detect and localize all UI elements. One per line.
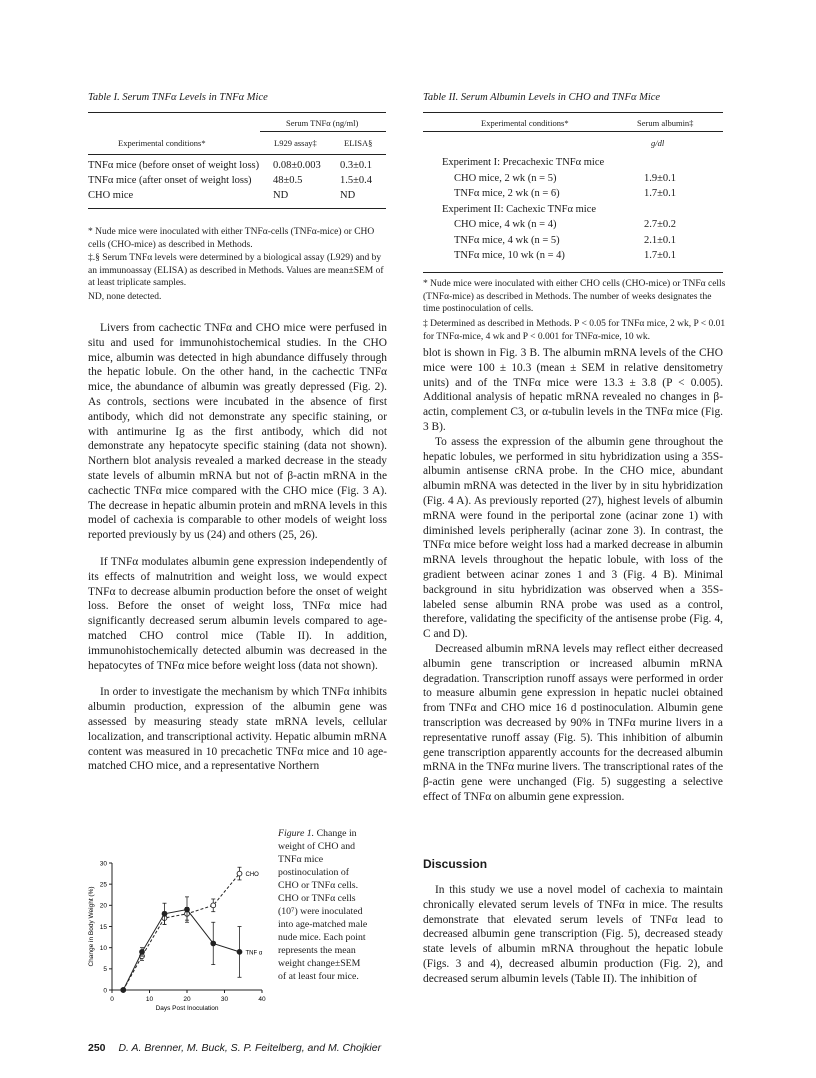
table2-cell-albumin: 1.7±0.1 [644,250,677,261]
x-tick-label: 20 [183,996,191,1003]
table2-cell-albumin: 2.7±0.2 [644,219,677,230]
x-tick-label: 40 [258,996,266,1003]
table1-col-group: Serum TNFα (ng/ml) [286,118,359,128]
body-paragraph: If TNFα modulates albumin gene expression independently of its effects of malnutrition and weight loss, we would expect TNFα to decrease albumin production before the onset of weight loss. Before the onset of weight loss, TNFα mice had significantly decreased serum albumin levels compared to age-matched CHO control mice (Table II). In addition, immunohistochemically detected albumin was decreased in the hepatocytes of TNFα mice before weight loss (data not shown). [88,555,387,672]
x-tick-label: 0 [110,996,114,1003]
figure1-caption [278,827,370,983]
table1-col-l929: L929 assay‡ [274,138,317,148]
table1-cell-l929: 0.08±0.003 [273,160,321,171]
body-paragraph: To assess the expression of the albumin gene throughout the hepatic lobules, we performed in situ hybridization using a 35S-albumin antisense cRNA probe. In the CHO mice, abundant albumin mRNA was detected in the liver by in situ hybridization (Fig. 4 A). As previously reported (27), highest levels of albumin mRNA were found in the periportal zone (acinar zone 1) with diminished levels peripherally (acinar zone 3). In contrast, the TNFα mice before weight loss had a marked decrease in albumin mRNA levels throughout the hepatic lobule, with loss of the gradient between acinar zones 1 and 3 (Fig. 4 B). Minimal background in situ hybridization was observed when a 35S-labeled sense albumin RNA probe was used as a control, therefore, validating the specificity of the antisense probe (Fig. 4, C and D). [423,435,723,641]
body-paragraph: In this study we use a novel model of cachexia to maintain chronically elevated serum levels of TNFα in mice. The results demonstrate that elevated serum levels of TNFα lead to decreased albumin gene transcription (Fig. 5), decreased steady state levels of albumin mRNA throughout the hepatic lobule (Figs. 3 and 4), decreased albumin production (Fig. 2), and decreased serum albumin levels (Table II). The inhibition of [423,884,723,985]
tnf-data-point [162,911,167,916]
series-label: CHO [245,872,259,879]
table1-row-label: TNFα mice (before onset of weight loss) [88,160,260,171]
table1-col-conditions: Experimental conditions* [118,138,206,148]
left-column-text [88,321,387,774]
table2-col-albumin: Serum albumin‡ [637,118,694,128]
table1-caption: Table I. Serum TNFα Levels in TNFα Mice [88,92,268,103]
body-paragraph: blot is shown in Fig. 3 B. The albumin mRNA levels of the CHO mice were 100 ± 10.3 (mean ± SEM in relative densitometry units) and of the TNFα mice were 13.3 ± 3.8 (P < 0.005). Additional analysis of hepatic mRNA revealed no changes in β-actin, complement C3, or α-tubulin levels in the TNFα mice (Fig. 3 B). [423,347,723,433]
table1-cell-l929: 48±0.5 [273,175,303,186]
table2-row-label: CHO mice, 2 wk (n = 5) [454,172,557,184]
body-paragraph: Decreased albumin mRNA levels may reflect either decreased albumin gene transcription or increased albumin mRNA degradation. Transcription runoff assays were performed in order to measure albumin gene expression in hepatic nuclei obtained from TNFα and CHO mice 16 d postinoculation. Albumin gene transcription was decreased by 90% in TNFα murine livers in a representative runoff assay (Fig. 5). This inhibition of albumin gene transcription apparently accounts for the decreased albumin mRNA in the TNFα murine livers. The transcriptional rates of the β-actin gene were unchanged (Fig. 5) suggesting a selective effect of TNFα on albumin gene expression. [423,642,723,803]
discussion-text [423,883,723,987]
body-paragraph: Livers from cachectic TNFα and CHO mice were perfused in situ and used for immunohistochemical studies. In the CHO mice, albumin was detected in high abundance diffusely through the hepatic lobule. On the other hand, in the cachectic TNFα mice, the abundance of albumin was greatly depressed (Fig. 2). As controls, sections were incubated in the absence of first antibody, which did not demonstrate any specific staining, or with antimurine Ig as the first antibody, which did not demonstrate any hepatocyte specific staining (data not shown). Northern blot analysis revealed a marked decrease in the steady state levels of albumin mRNA but not of β-actin mRNA in the cachectic TNFα mice compared with the CHO mice (Fig. 3 A). The decrease in hepatic albumin protein and mRNA levels in this model of cachexia is comparable to other models of weight loss reported previously by us (24) and others (25, 26). [88,322,387,542]
table2-row-label: TNFα mice, 4 wk (n = 5) [454,234,560,246]
table1-top-rule [88,112,386,113]
table2-header-rule [423,131,723,132]
table1-row-label: TNFα mice (after onset of weight loss) [88,175,252,186]
series-label: TNF α [245,950,263,957]
chart-series [121,867,263,992]
tnf-data-point [185,907,190,912]
tnf-data-point [211,941,216,946]
y-tick-label: 5 [103,966,107,974]
page-footer [88,1042,381,1054]
y-tick-label: 10 [99,944,107,952]
table2-row-label: TNFα mice, 2 wk (n = 6) [454,188,560,199]
y-axis-label: Change in Body Weight (%) [88,886,95,967]
table1-footnote: ND, none detected. [88,292,162,302]
table2-unit: g/dl [651,138,665,148]
table2-bottom-rule [423,272,723,273]
table1-row-label: CHO mice [88,190,134,201]
table1-footnote: ‡.§ Serum TNFα levels were determined by a biological assay (L929) and by an immunoassay (ELISA) as described in Methods. Values are mean±SEM of at least triplicate samples. [88,253,384,288]
figure1-caption-label: Figure 1. [278,828,315,839]
table2-footnote: * Nude mice were inoculated with either CHO cells (CHO-mice) or TNFα cells (TNFα-mice) as described in Methods. The number of weeks designates the time postinoculation of cells. [423,279,726,314]
y-tick-label: 30 [99,860,107,868]
figure1-caption-text: Change in weight of CHO and TNFα mice postinoculation of CHO or TNFα cells. CHO or TNFα cells (10⁷) were inoculated into age-matched male nude mice. Each point represents the mean weight change±SEM of at least four mice. [278,828,368,982]
table2-top-rule [423,112,723,113]
table1-bottom-rule [88,208,386,209]
series-line [123,874,239,990]
table1-header-rule [88,154,386,155]
y-tick-label: 0 [103,987,107,995]
footer-authors: D. A. Brenner, M. Buck, S. P. Feitelberg, and M. Chojkier [118,1042,382,1054]
table2-cell-albumin: 1.7±0.1 [644,188,677,199]
y-tick-label: 25 [99,881,107,889]
x-axis-label: Days Post Inoculation [155,1005,219,1012]
table1-cell-elisa: ND [340,190,356,201]
table1-cell-elisa: 1.5±0.4 [340,175,373,186]
table2-group-label: Experiment II: Cachexic TNFα mice [442,203,597,215]
table2-cell-albumin: 2.1±0.1 [644,234,677,246]
table2-caption: Table II. Serum Albumin Levels in CHO and TNFα Mice [423,92,661,103]
page-number: 250 [88,1042,106,1054]
figure1-chart [84,858,284,1012]
cho-data-point [237,871,242,876]
tnf-data-point [237,950,242,955]
y-tick-label: 15 [99,923,107,931]
table1-col-elisa: ELISA§ [344,138,373,148]
body-paragraph: In order to investigate the mechanism by which TNFα inhibits albumin production, expression of the albumin gene was assessed by measuring steady state mRNA levels, cellular localization, and transcriptional activity. Hepatic albumin mRNA content was measured in 10 precachetic TNFα mice and 10 age-matched CHO mice, and a representative Northern [88,686,387,773]
table2-cell-albumin: 1.9±0.1 [644,172,677,184]
table1-cell-l929: ND [273,190,289,201]
table1-cell-elisa: 0.3±0.1 [340,160,373,171]
y-tick-label: 20 [99,902,107,910]
tnf-data-point [140,950,145,955]
table1-footnote: * Nude mice were inoculated with either TNFα-cells (TNFα-mice) or CHO cells (CHO-mice) as described in Methods. [88,227,375,250]
table2-group-label: Experiment I: Precachexic TNFα mice [442,157,605,168]
table2-row-label: CHO mice, 4 wk (n = 4) [454,219,557,230]
table2-footnote: ‡ Determined as described in Methods. P < 0.05 for TNFα mice, 2 wk, P < 0.01 for TNFα-mice, 4 wk and P < 0.001 for TNFα-mice, 10 wk. [423,319,726,342]
right-column-text [423,346,723,805]
x-tick-label: 10 [145,996,154,1003]
table2-row-label: TNFα mice, 10 wk (n = 4) [454,250,565,261]
cho-data-point [211,903,216,908]
x-tick-label: 30 [220,996,229,1003]
table2-col-conditions: Experimental conditions* [481,118,569,128]
tnf-data-point [121,988,126,993]
discussion-heading: Discussion [423,857,488,871]
table1-group-rule [260,131,386,132]
